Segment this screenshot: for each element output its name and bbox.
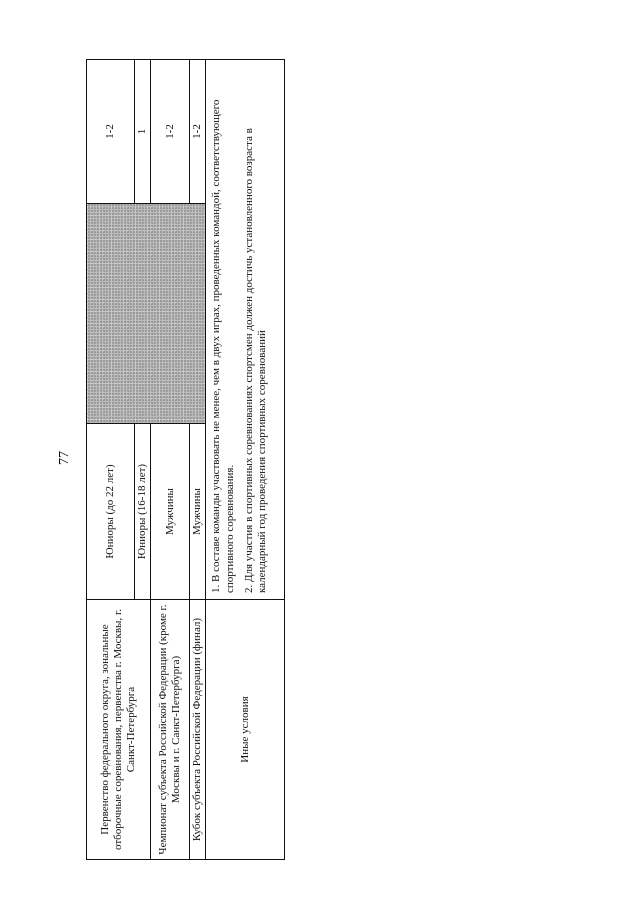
value-cell: 1-2	[151, 60, 190, 204]
table-row	[87, 60, 135, 860]
group-cell: Мужчины	[151, 424, 190, 600]
event-cell: Первенство федерального округа, зональные отборочные соревнования, первенства г. Москвы, г. Санкт-Петербурга	[87, 600, 151, 860]
event-cell: Чемпионат субъекта Российской Федерации (кроме г. Москвы и г. Санкт-Петербурга)	[151, 600, 190, 860]
group-cell: Юниоры (16-18 лет)	[135, 424, 151, 600]
note-1: 1. В составе команды участвовать не менее, чем в двух играх, проведенных командой, соответствующего спортивного соревнования.	[210, 99, 236, 593]
shaded-cell	[87, 204, 206, 424]
value-cell: 1	[135, 60, 151, 204]
table-row	[190, 60, 206, 860]
note-2: 2. Для участия в спортивных соревнованиях спортсмен должен достичь установленного возраста в календарный год проведения спортивных соревнований	[242, 128, 268, 593]
page-number: 77	[57, 451, 72, 465]
event-cell: Кубок субъекта Российской Федерации (финал)	[190, 600, 206, 860]
value-cell: 1-2	[190, 60, 206, 204]
table-row	[206, 60, 285, 860]
other-conditions-notes	[206, 60, 285, 600]
sport-requirements-table	[86, 59, 285, 860]
group-cell: Мужчины	[190, 424, 206, 600]
table-row	[151, 60, 190, 860]
group-cell: Юниоры (до 22 лет)	[87, 424, 135, 600]
other-conditions-label: Иные условия	[206, 600, 285, 860]
value-cell: 1-2	[87, 60, 135, 204]
rotated-document-page	[86, 60, 282, 860]
